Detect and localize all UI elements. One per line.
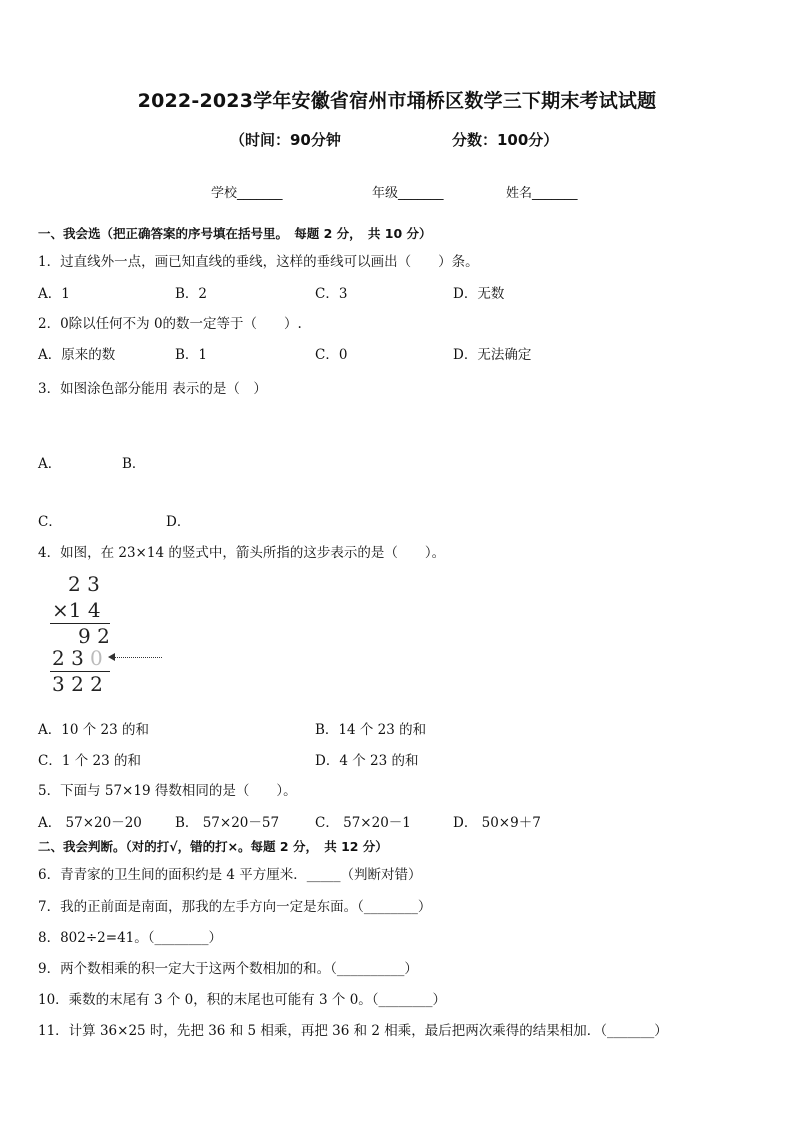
question-6: 6．青青家的卫生间的面积约是 4 平方厘米．_____（判断对错） <box>38 867 422 883</box>
q3-option-c: C． <box>38 514 62 530</box>
q1-option-b: B．2 <box>175 286 208 302</box>
question-9: 9．两个数相乘的积一定大于这两个数相加的和。（__________） <box>38 961 418 977</box>
name-field: 姓名_______ <box>506 186 578 201</box>
calc-row-product: 3 2 2 <box>52 672 103 696</box>
calc-row-partial-2: 2 3 <box>52 646 84 670</box>
section-1-heading: 一、我会选（把正确答案的序号填在括号里。 每题 2 分， 共 10 分） <box>38 226 432 241</box>
q2-option-b: B．1 <box>175 347 208 363</box>
school-field: 学校_______ <box>211 186 283 201</box>
q3-option-b: B． <box>122 456 146 472</box>
q2-option-c: C．0 <box>315 347 348 363</box>
q5-option-b: B． 57×20－57 <box>175 815 280 831</box>
calc-hidden-zero: 0 <box>90 646 103 670</box>
question-8: 8．802÷2=41。（________） <box>38 930 222 946</box>
q3-option-a: A． <box>38 456 62 472</box>
question-5: 5．下面与 57×19 得数相同的是（ ）。 <box>38 783 297 799</box>
question-3: 3．如图涂色部分能用 表示的是（ ） <box>38 381 267 397</box>
q2-option-a: A．原来的数 <box>38 347 116 363</box>
q1-option-d: D．无数 <box>453 286 505 302</box>
question-1: 1．过直线外一点，画已知直线的垂线，这样的垂线可以画出（ ）条。 <box>38 254 479 270</box>
question-11: 11．计算 36×25 时，先把 36 和 5 相乘，再把 36 和 2 相乘，最后把两次乘得的结果相加．（_______） <box>38 1023 668 1039</box>
page-title: 2022-2023学年安徽省宿州市埇桥区数学三下期末考试试题 <box>137 90 657 112</box>
vertical-multiplication-figure <box>50 570 170 700</box>
q2-option-d: D．无法确定 <box>453 347 532 363</box>
q5-option-c: C． 57×20－1 <box>315 815 411 831</box>
q1-option-c: C．3 <box>315 286 348 302</box>
calc-row-multiplier: ×1 4 <box>52 598 101 622</box>
question-10: 10．乘数的末尾有 3 个 0，积的末尾也可能有 3 个 0。（________） <box>38 992 447 1008</box>
q4-option-b: B．14 个 23 的和 <box>315 722 427 738</box>
q5-option-d: D． 50×9＋7 <box>453 815 541 831</box>
q4-option-d: D．4 个 23 的和 <box>315 753 419 769</box>
q3-option-d: D． <box>166 514 191 530</box>
section-2-heading: 二、我会判断。（对的打√，错的打×。每题 2 分， 共 12 分） <box>38 839 388 854</box>
exam-score: 分数：100分） <box>452 131 559 149</box>
question-7: 7．我的正前面是南面，那我的左手方向一定是东面。（________） <box>38 899 432 915</box>
exam-time: （时间：90分钟 <box>230 131 341 149</box>
calc-row-partial-1: 9 2 <box>78 624 110 648</box>
q1-option-a: A．1 <box>38 286 70 302</box>
dotted-arrow-line <box>110 657 162 659</box>
calc-row-multiplicand: 2 3 <box>68 572 100 596</box>
q4-option-a: A．10 个 23 的和 <box>38 722 149 738</box>
q4-option-c: C．1 个 23 的和 <box>38 753 141 769</box>
q5-option-a: A． 57×20－20 <box>38 815 142 831</box>
question-2: 2．0除以任何不为 0的数一定等于（ ）. <box>38 316 302 332</box>
grade-field: 年级_______ <box>372 186 444 201</box>
question-4: 4．如图，在 23×14 的竖式中，箭头所指的这步表示的是（ ）。 <box>38 545 446 561</box>
